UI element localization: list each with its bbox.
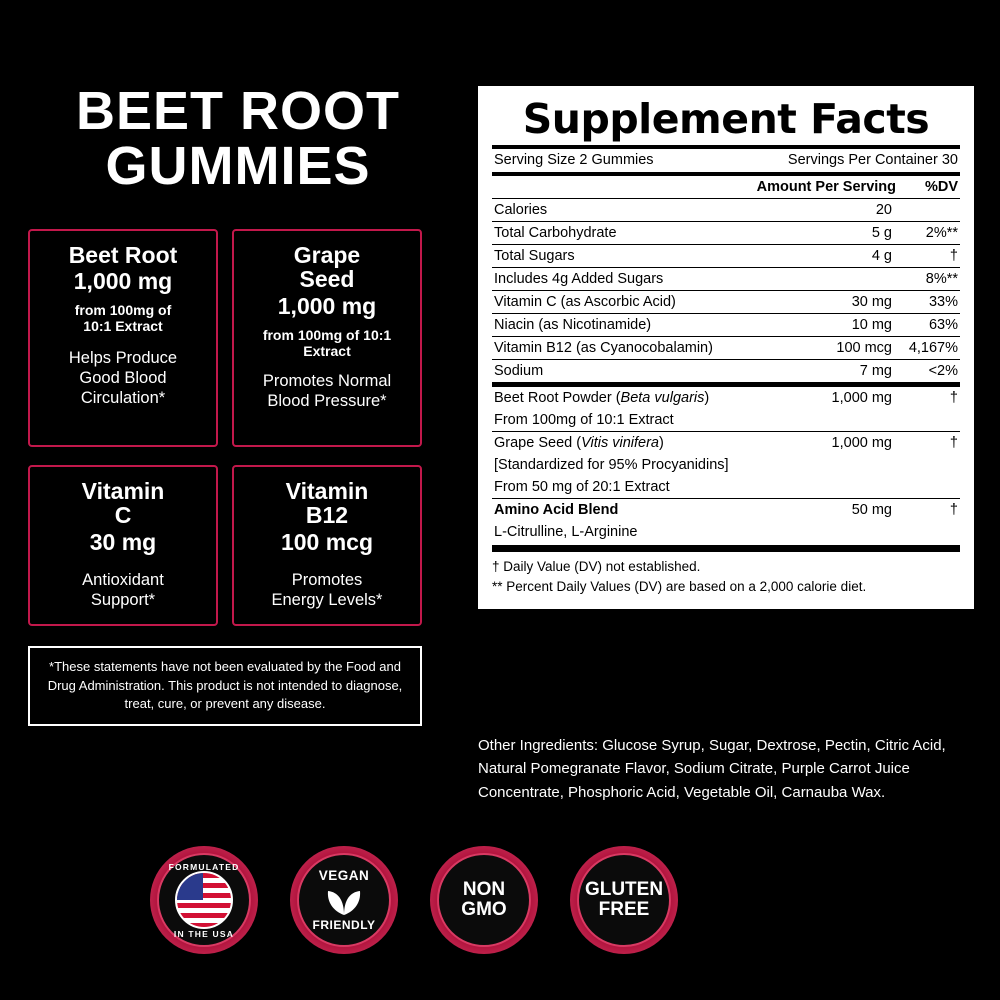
- footnote-percent: ** Percent Daily Values (DV) are based on a 2,000 calorie diet.: [492, 579, 867, 595]
- ingredient-name-prefix: Grape Seed (: [494, 435, 582, 452]
- feature-benefit-line2: Energy Levels*: [271, 590, 383, 609]
- ingredient-amount-blank: [798, 476, 894, 499]
- feature-name: Beet Root: [68, 241, 178, 268]
- feature-amount: 1,000 mg: [73, 268, 173, 295]
- feature-sub-line2: Extract: [303, 342, 351, 359]
- nutrient-dv: 8%**: [894, 268, 960, 291]
- badge-content: [585, 880, 663, 920]
- feature-card-beet-root: [28, 229, 218, 447]
- footnote-dagger: † Daily Value (DV) not established.: [492, 559, 701, 575]
- ingredient-dv: †: [949, 435, 958, 452]
- usa-flag-icon: [175, 871, 233, 929]
- badge-non-gmo: [430, 846, 538, 954]
- nutrient-amount: 10 mg: [798, 314, 894, 337]
- feature-benefit-line1: Helps Produce: [68, 348, 178, 367]
- ingredient-dv-blank: [894, 476, 960, 499]
- supplement-facts-title: Supplement Facts: [522, 95, 930, 143]
- table-row: [492, 387, 960, 409]
- table-row: [492, 360, 960, 383]
- badge-gluten-free: [570, 846, 678, 954]
- table-row: [492, 476, 960, 499]
- servings-per-container: Servings Per Container 30: [787, 152, 958, 169]
- ingredient-latin-name: Beta vulgaris: [620, 390, 705, 407]
- blend-table: [492, 387, 960, 543]
- product-title-line2: GUMMIES: [105, 136, 371, 197]
- badge-vegan-friendly: [290, 846, 398, 954]
- nutrient-amount: 4 g: [798, 245, 894, 268]
- certification-badges: [150, 846, 678, 954]
- nutrients-table: [492, 199, 960, 383]
- ingredient-name-suffix: ): [658, 435, 664, 452]
- fda-disclaimer: *These statements have not been evaluated by the Food and Drug Administration. This product is not intended to diagnose, treat, cure, or prevent any disease.: [28, 646, 422, 727]
- nutrient-name: Vitamin B12 (as Cyanocobalamin): [492, 337, 798, 360]
- table-row: [492, 199, 960, 222]
- feature-sub-line2: 10:1 Extract: [83, 317, 163, 334]
- badge-content: [461, 880, 506, 920]
- feature-amount: 30 mg: [89, 529, 157, 556]
- nutrient-dv: <2%: [894, 360, 960, 383]
- feature-benefit-line2: Good Blood: [79, 369, 167, 388]
- leaf-icon: [321, 884, 367, 916]
- ingredient-latin-name: Vitis vinifera: [581, 435, 659, 452]
- nutrient-amount: 20: [798, 199, 894, 222]
- serving-info: [492, 149, 960, 172]
- nutrient-dv: †: [894, 245, 960, 268]
- feature-sub: [38, 302, 208, 334]
- table-row: [492, 314, 960, 337]
- footnotes: [492, 552, 960, 597]
- table-row: [492, 499, 960, 522]
- badge-line2: FREE: [598, 899, 650, 920]
- nutrient-name: Sodium: [492, 360, 798, 383]
- ingredient-amount: 1,000 mg: [831, 390, 892, 407]
- feature-card-vitamin-c: [28, 465, 218, 626]
- nutrient-amount: 7 mg: [798, 360, 894, 383]
- other-ingredients: Other Ingredients: Glucose Syrup, Sugar, Dextrose, Pectin, Citric Acid, Natural Pomegranate Flavor, Sodium Citrate, Purple Carrot Juice Concentrate, Phosphoric Acid, Vegetable Oil, Carnauba Wax.: [478, 737, 946, 801]
- feature-sub-line1: from 100mg of: [74, 301, 172, 318]
- feature-name: [242, 243, 412, 293]
- ingredient-name: [492, 432, 798, 455]
- feature-benefit-line1: Promotes Normal: [262, 371, 392, 390]
- nutrient-name: Includes 4g Added Sugars: [492, 268, 798, 291]
- divider: [492, 545, 960, 552]
- feature-amount: 1,000 mg: [277, 293, 377, 320]
- feature-benefit: [38, 348, 208, 408]
- ingredient-detail: From 100mg of 10:1 Extract: [492, 409, 798, 432]
- nutrient-dv: 2%**: [894, 222, 960, 245]
- ingredient-detail: L-Citrulline, L-Arginine: [494, 524, 638, 541]
- ingredient-dv: †: [949, 390, 958, 407]
- nutrient-name: Calories: [492, 199, 798, 222]
- table-row: [492, 291, 960, 314]
- page-title: [28, 81, 448, 197]
- feature-name-line1: Vitamin: [81, 477, 165, 504]
- table-row: [492, 337, 960, 360]
- ingredient-amount-blank: [798, 521, 894, 543]
- feature-benefit: [242, 570, 412, 610]
- table-row: [492, 432, 960, 455]
- nutrient-dv: 63%: [894, 314, 960, 337]
- nutrient-dv: 33%: [894, 291, 960, 314]
- table-row: [492, 268, 960, 291]
- feature-benefit-line2: Blood Pressure*: [267, 391, 387, 410]
- flag-canton: [177, 873, 203, 900]
- table-row: [492, 521, 960, 543]
- feature-name: [38, 479, 208, 529]
- ingredient-dv-blank: [894, 409, 960, 432]
- feature-name-line1: Vitamin: [285, 477, 369, 504]
- badge-content: [313, 868, 376, 932]
- table-row: [492, 454, 960, 476]
- ingredient-detail-2: From 50 mg of 20:1 Extract: [492, 476, 798, 499]
- table-row: [492, 409, 960, 432]
- serving-size: Serving Size 2 Gummies: [494, 152, 654, 169]
- ingredient-amount-blank: [798, 409, 894, 432]
- feature-name-line2: Seed: [299, 266, 355, 293]
- table-header: [492, 176, 960, 198]
- feature-card-vitamin-b12: [232, 465, 422, 626]
- ingredient-name-prefix: Beet Root Powder (: [494, 390, 621, 407]
- feature-benefit-line2: Support*: [90, 590, 156, 609]
- ingredient-dv-blank: [894, 521, 960, 543]
- dv-header: %DV: [924, 179, 958, 196]
- badge-bottom-text: IN THE USA: [173, 929, 235, 939]
- nutrient-dv: [894, 199, 960, 222]
- badge-line1: GLUTEN: [584, 879, 664, 901]
- badge-top-text: FORMULATED: [168, 862, 240, 872]
- nutrient-name: Total Sugars: [492, 245, 798, 268]
- nutrient-name: Niacin (as Nicotinamide): [492, 314, 798, 337]
- badge-line1: NON: [462, 879, 506, 901]
- ingredient-amount: 1,000 mg: [831, 435, 892, 452]
- feature-benefit-line1: Antioxidant: [82, 570, 164, 589]
- feature-grid: [28, 229, 448, 626]
- badge-formulated-in-usa: [150, 846, 258, 954]
- ingredient-amount-blank: [798, 454, 894, 476]
- feature-name-line1: Grape: [293, 241, 361, 268]
- product-title-line1: BEET ROOT: [75, 81, 400, 141]
- supplement-facts-panel: [478, 86, 974, 609]
- feature-name-line2: B12: [305, 502, 349, 529]
- left-column: [28, 81, 448, 726]
- badge-top-text: VEGAN: [318, 868, 370, 883]
- table-row: [492, 245, 960, 268]
- feature-name: [242, 479, 412, 529]
- nutrient-name: Total Carbohydrate: [492, 222, 798, 245]
- nutrient-amount: 5 g: [798, 222, 894, 245]
- ingredient-dv-blank: [894, 454, 960, 476]
- badge-line2: GMO: [461, 899, 507, 920]
- feature-name-line2: C: [114, 502, 132, 529]
- feature-amount: 100 mcg: [280, 529, 374, 556]
- feature-benefit: [242, 371, 412, 411]
- ingredient-dv: †: [949, 502, 958, 519]
- ingredient-detail: [Standardized for 95% Procyanidins]: [494, 457, 729, 474]
- ingredient-name: [492, 387, 798, 409]
- nutrient-dv: 4,167%: [894, 337, 960, 360]
- ingredient-amount: 50 mg: [851, 502, 892, 519]
- nutrient-amount: [798, 268, 894, 291]
- ingredient-name: Amino Acid Blend: [494, 502, 619, 519]
- feature-benefit-line3: Circulation*: [80, 389, 166, 408]
- feature-sub: [242, 327, 412, 359]
- ingredient-name-suffix: ): [704, 390, 710, 407]
- nutrient-amount: 100 mcg: [798, 337, 894, 360]
- badge-bottom-text: FRIENDLY: [312, 918, 376, 932]
- nutrient-amount: 30 mg: [798, 291, 894, 314]
- feature-card-grape-seed: [232, 229, 422, 447]
- feature-benefit-line1: Promotes: [291, 570, 363, 589]
- table-row: [492, 222, 960, 245]
- nutrient-name: Vitamin C (as Ascorbic Acid): [492, 291, 798, 314]
- feature-sub-line1: from 100mg of 10:1: [262, 326, 392, 343]
- feature-benefit: [38, 570, 208, 610]
- amount-per-serving-header: Amount Per Serving: [756, 179, 896, 196]
